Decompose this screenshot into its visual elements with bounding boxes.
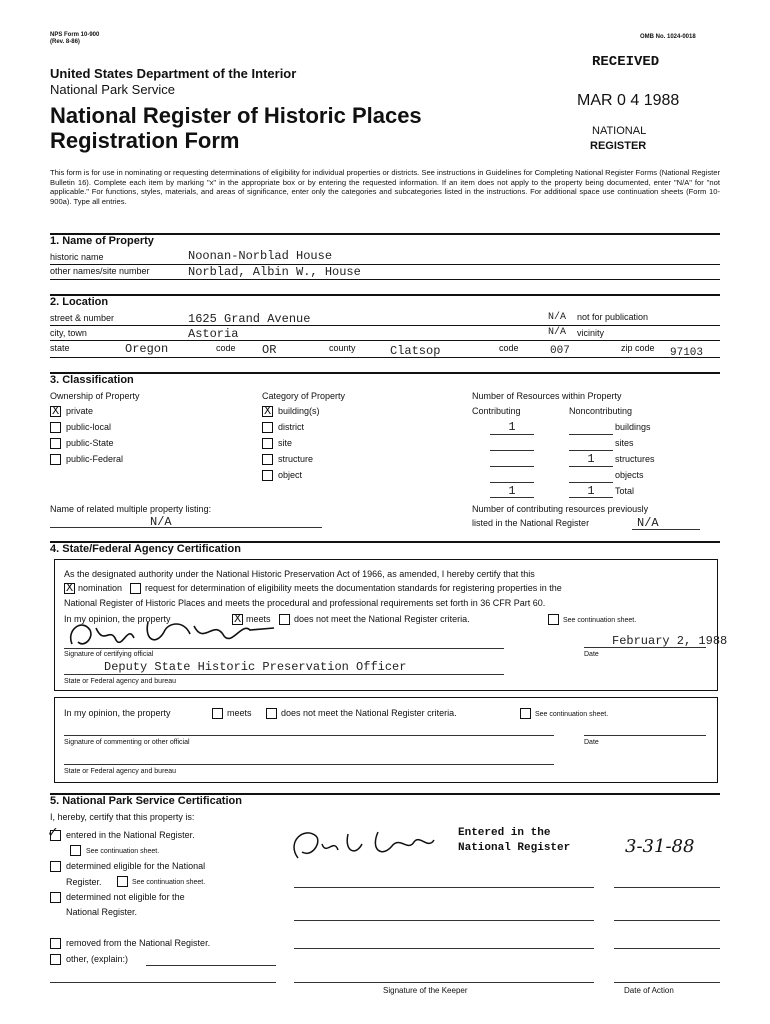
certifying-signature [64,612,324,652]
category-header: Category of Property [262,391,346,401]
section-5-title: 5. National Park Service Certification [50,795,242,807]
ownership-header: Ownership of Property [50,391,140,401]
state-code-value: OR [262,343,277,357]
form-revision: (Rev. 8-86) [50,39,80,45]
other-label: other, (explain:) [66,954,129,964]
meets2-label: meets [227,708,252,718]
resources-header: Number of Resources within Property [472,391,622,401]
resources-sites-label: sites [615,438,634,448]
checkbox-meets-2[interactable] [212,708,223,719]
category-structure-label: structure [278,454,314,464]
resources-buildings-label: buildings [615,422,651,432]
nps-certify-label: I, hereby, certify that this property is: [50,812,195,822]
multiple-listing-value: N/A [150,515,172,529]
checkbox-meets-mark: X [234,612,242,626]
cert-text-2: request for determination of eligibility meets the documentation standards for registering properties in the [145,583,562,593]
ownership-private-label: private [66,406,94,416]
historic-name-value: Noonan-Norblad House [188,249,333,263]
previously-listed-label-2: listed in the National Register [472,518,590,528]
opinion2-label: In my opinion, the property [64,708,171,718]
date-of-action-label: Date of Action [624,986,674,995]
checkbox-does-not-meet-2[interactable] [266,708,277,719]
checkbox-public-state[interactable] [50,438,61,449]
checkbox-nomination-mark: X [66,581,74,595]
resources-total-label: Total [615,486,635,496]
checkbox-structure[interactable] [262,454,273,465]
section-4-title: 4. State/Federal Agency Certification [50,543,241,555]
cert-text-1: As the designated authority under the National Historic Preservation Act of 1966, as amended, I hereby certify that this [64,569,535,579]
county-code-label: code [499,343,519,353]
meets-label: meets [246,614,271,624]
checkbox-object[interactable] [262,470,273,481]
noncontributing-header: Noncontributing [569,406,633,416]
resources-structures-label: structures [615,454,655,464]
checkbox-see-continuation[interactable] [548,614,559,625]
contributing-total: 1 [508,484,516,498]
action-date: 3-31-88 [625,836,695,857]
checkbox-other[interactable] [50,954,61,965]
cert-text-3: National Register of Historic Places and meets the procedural and professional requirements set forth in 36 CFR Part 60. [64,598,546,608]
keeper-signature [282,822,452,866]
omb-number: OMB No. 1024-0018 [640,34,696,40]
certification-date-label: Date [584,651,599,658]
zip-value: 97103 [670,347,704,359]
certifying-signature-label: Signature of certifying official [64,651,154,658]
contributing-header: Contributing [472,406,521,416]
removed-label: removed from the National Register. [66,938,211,948]
resources-objects-label: objects [615,470,644,480]
form-title-line2: Registration Form [50,128,240,153]
not-for-publication-value: N/A [548,312,567,323]
county-value: Clatsop [390,344,441,358]
see-continuation-b-label: See continuation sheet. [132,879,206,886]
category-district-label: district [278,422,305,432]
see-continuation-a-label: See continuation sheet. [86,848,160,855]
entered-stamp-line1: Entered in the [458,827,551,839]
checkbox-public-local[interactable] [50,422,61,433]
street-label: street & number [50,313,115,323]
historic-name-label: historic name [50,252,104,262]
see-continuation2-label: See continuation sheet. [535,711,609,718]
certifying-official-title: Deputy State Historic Preservation Officer [104,660,407,674]
determined-eligible-label-2: Register. [66,877,102,887]
does-not-meet2-label: does not meet the National Register criteria. [281,708,457,718]
city-label: city, town [50,328,87,338]
stamp-date: MAR 0 4 1988 [577,92,680,109]
checkbox-see-continuation-b[interactable] [117,876,128,887]
state-label: state [50,343,70,353]
category-site-label: site [278,438,293,448]
street-value: 1625 Grand Avenue [188,312,311,326]
not-for-publication-label: not for publication [577,312,649,322]
form-number: NPS Form 10-900 [50,32,100,38]
commenting-date-label: Date [584,739,599,746]
ownership-public-local-label: public-local [66,422,112,432]
category-buildings-label: building(s) [278,406,320,416]
checkbox-determination-request[interactable] [130,583,141,594]
nomination-label: nomination [78,583,123,593]
form-instructions: This form is for use in nominating or requesting determinations of eligibility for individual properties or districts. See instructions in Guidelines for Completing National Register Forms (National Register Bulletin 16). Complete each item by marking "x" in the appropriate box or by entering the requested information. If an item does not apply to the property being documented, enter "N/A" for "not applicable." For functions, styles, materials, and areas of significance, enter only the categories and subcategories listed in the instructions. For additional space use continuation sheets (Form 10-900a). Type all entries. [50,168,720,206]
checkbox-determined-eligible[interactable] [50,861,61,872]
checkbox-district[interactable] [262,422,273,433]
checkbox-public-federal[interactable] [50,454,61,465]
stamp-national: NATIONAL [592,125,647,137]
keeper-signature-label: Signature of the Keeper [383,986,468,995]
agency-bureau-label: State or Federal agency and bureau [64,678,177,685]
contributing-buildings: 1 [508,420,516,434]
determined-not-eligible-label-2: National Register. [66,907,138,917]
stamp-received: RECEIVED [592,54,660,70]
other-names-value: Norblad, Albin W., House [188,265,361,279]
section-2-title: 2. Location [50,296,109,308]
county-label: county [329,343,356,353]
checkbox-see-continuation-2[interactable] [520,708,531,719]
noncontributing-structures: 1 [587,452,595,466]
checkbox-determined-not-eligible[interactable] [50,892,61,903]
section-3-title: 3. Classification [50,374,134,386]
city-value: Astoria [188,327,239,341]
agency-bureau2-label: State or Federal agency and bureau [64,768,177,775]
ownership-public-federal-label: public-Federal [66,454,124,464]
checkbox-see-continuation-a[interactable] [70,845,81,856]
category-object-label: object [278,470,303,480]
checkbox-entered-mark: ✓ [48,824,58,842]
opinion-label: In my opinion, the property [64,614,171,624]
entered-stamp-line2: National Register [458,842,571,854]
determined-not-eligible-label-1: determined not eligible for the [66,892,185,902]
determined-eligible-label-1: determined eligible for the National [66,861,206,871]
certification-date: February 2, 1988 [612,634,728,648]
checkbox-site[interactable] [262,438,273,449]
county-code-value: 007 [550,345,570,357]
vicinity-label: vicinity [577,328,605,338]
vicinity-value: N/A [548,327,567,338]
multiple-listing-label: Name of related multiple property listing: [50,504,212,514]
does-not-meet-label: does not meet the National Register criteria. [294,614,470,624]
ownership-public-state-label: public-State [66,438,114,448]
state-code-label: code [216,343,236,353]
service-name: National Park Service [50,82,175,97]
entered-label: entered in the National Register. [66,830,195,840]
zip-label: zip code [621,343,655,353]
previously-listed-label-1: Number of contributing resources previously [472,504,649,514]
noncontributing-total: 1 [587,484,595,498]
section-1-title: 1. Name of Property [50,235,154,247]
see-continuation-label: See continuation sheet. [563,617,637,624]
stamp-register: REGISTER [590,140,647,152]
checkbox-removed[interactable] [50,938,61,949]
form-title-line1: National Register of Historic Places [50,103,422,128]
commenting-signature-label: Signature of commenting or other official [64,739,190,746]
state-value: Oregon [125,342,169,356]
checkbox-buildings-mark: X [264,404,272,418]
other-names-label: other names/site number [50,266,150,276]
checkbox-private-mark: X [52,404,60,418]
department-name: United States Department of the Interior [50,66,297,81]
previously-listed-value: N/A [637,516,659,530]
